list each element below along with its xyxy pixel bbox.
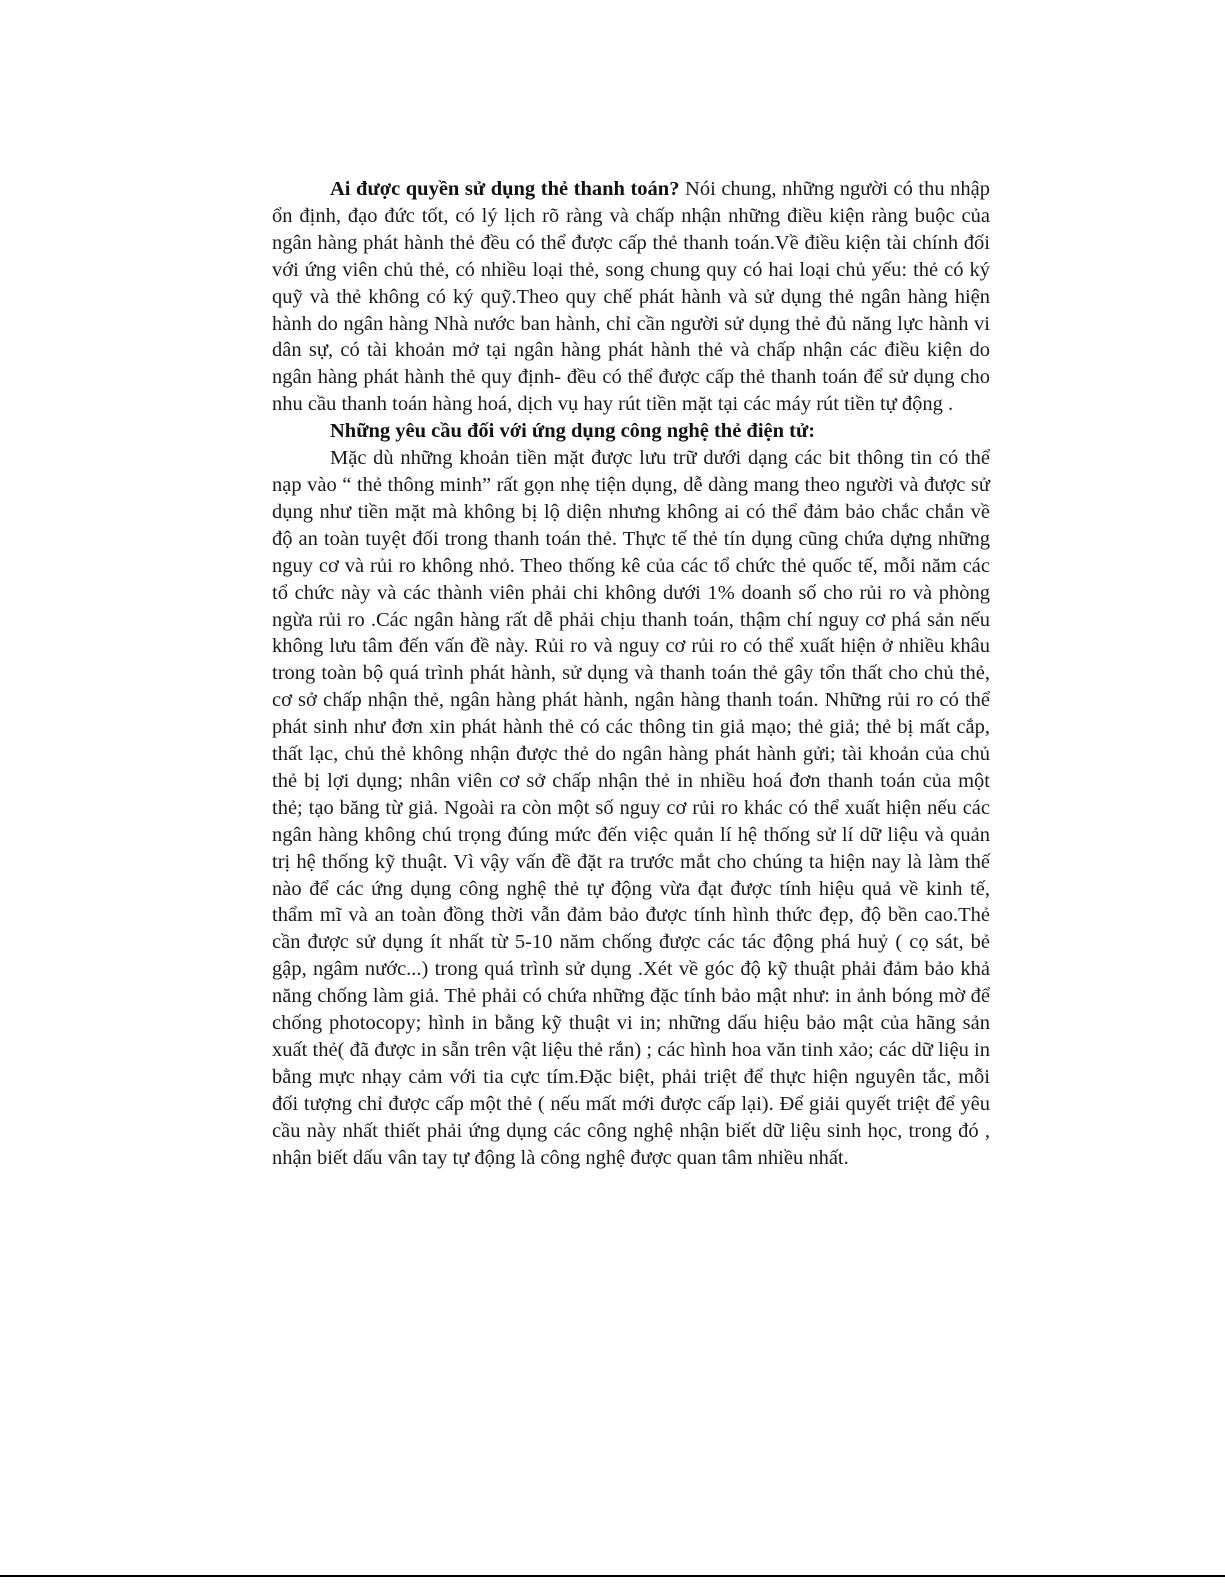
- paragraph-lead-heading: Ai được quyền sử dụng thẻ thanh toán?: [330, 178, 680, 200]
- paragraph-body-text: Nói chung, những người có thu nhập ổn định, đạo đức tốt, có lý lịch rõ ràng và chấp nhận những điều kiện ràng buộc của ngân hàng phát hành thẻ đều có thể được cấp thẻ thanh toán.Về điều kiện tài chính đối với ứng viên chủ thẻ, có nhiều loại thẻ, song chung quy có hai loại chủ yếu: thẻ có ký quỹ và thẻ không có ký quỹ.Theo quy chế phát hành và sử dụng thẻ ngân hàng hiện hành do ngân hàng Nhà nước ban hành, chỉ cần người sử dụng thẻ đủ năng lực hành vi dân sự, có tài khoản mở tại ngân hàng phát hành thẻ và chấp nhận các điều kiện do ngân hàng phát hành thẻ quy định- đều có thể được cấp thẻ thanh toán để sử dụng cho nhu cầu thanh toán hàng hoá, dịch vụ hay rút tiền mặt tại các máy rút tiền tự động .: [272, 178, 991, 416]
- section-heading: Những yêu cầu đối với ứng dụng công nghệ thẻ điện tử:: [330, 420, 816, 443]
- paragraph-card-eligibility: [272, 176, 990, 418]
- paragraph-card-requirements: Mặc dù những khoản tiền mặt được lưu trữ dưới dạng các bit thông tin có thể nạp vào “ thẻ thông minh” rất gọn nhẹ tiện dụng, dễ dàng mang theo người và được sử dụng như tiền mặt mà không bị lộ diện nhưng không ai có thể đảm bảo chắc chắn về độ an toàn tuyệt đối trong thanh toán thẻ. Thực tế thẻ tín dụng cũng chứa dựng những nguy cơ và rủi ro không nhỏ. Theo thống kê của các tổ chức thẻ quốc tế, mỗi năm các tổ chức này và các thành viên phải chi không dưới 1% doanh số cho rủi ro và phòng ngừa rủi ro .Các ngân hàng rất dễ phải chịu thanh toán, thậm chí nguy cơ phá sản nếu không lưu tâm đến vấn đề này. Rủi ro và nguy cơ rủi ro có thể xuất hiện ở nhiều khâu trong toàn bộ quá trình phát hành, sử dụng và thanh toán thẻ gây tổn thất cho chủ thẻ, cơ sở chấp nhận thẻ, ngân hàng phát hành, ngân hàng thanh toán. Những rủi ro có thể phát sinh như đơn xin phát hành thẻ có các thông tin giả mạo; thẻ giả; thẻ bị mất cắp, thất lạc, chủ thẻ không nhận được thẻ do ngân hàng phát hành gửi; tài khoản của chủ thẻ bị lợi dụng; nhân viên cơ sở chấp nhận thẻ in nhiều hoá đơn thanh toán của một thẻ; tạo băng từ giả. Ngoài ra còn một số nguy cơ rủi ro khác có thể xuất hiện nếu các ngân hàng không chú trọng đúng mức đến việc quản lí hệ thống sử lí dữ liệu và quản trị hệ thống kỹ thuật. Vì vậy vấn đề đặt ra trước mắt cho chúng ta hiện nay là làm thế nào để các ứng dụng công nghệ thẻ tự động vừa đạt được tính hiệu quả về kinh tế, thẩm mĩ và an toàn đồng thời vẫn đảm bảo được tính hình thức đẹp, độ bền cao.Thẻ cần được sử dụng ít nhất từ 5-10 năm chống được các tác động phá huỷ ( cọ sát, bẻ gập, ngâm nước...) trong quá trình sử dụng .Xét về góc độ kỹ thuật phải đảm bảo khả năng chống làm giả. Thẻ phải có chứa những đặc tính bảo mật như: in ảnh bóng mờ để chống photocopy; hình in bằng kỹ thuật vi in; những dấu hiệu bảo mật của hãng sản xuất thẻ( đã được in sẵn trên vật liệu thẻ rắn) ; các hình hoa văn tinh xảo; các dữ liệu in bằng mực nhạy cảm với tia cực tím.Đặc biệt, phải triệt để thực hiện nguyên tắc, mỗi đối tượng chỉ được cấp một thẻ ( nếu mất mới được cấp lại). Để giải quyết triệt để yêu cầu này nhất thiết phải ứng dụng các công nghệ nhận biết dữ liệu sinh học, trong đó , nhận biết dấu vân tay tự động là công nghệ được quan tâm nhiều nhất.: [272, 447, 990, 1169]
- bottom-scan-edge: [0, 1575, 1225, 1577]
- document-body: [272, 176, 990, 1172]
